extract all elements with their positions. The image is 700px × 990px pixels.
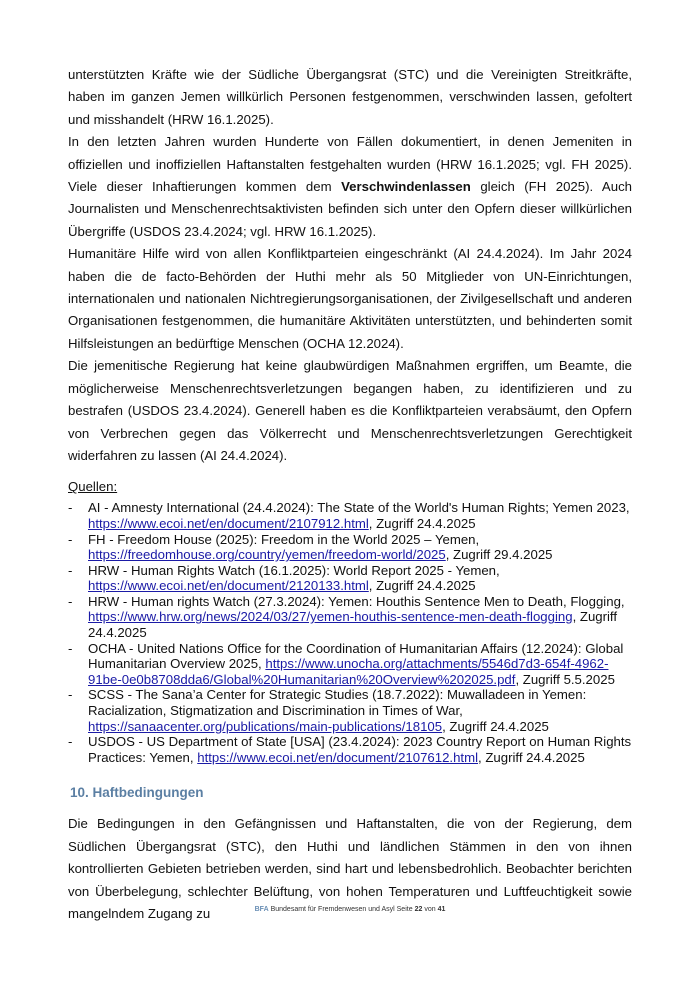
paragraph-text: gleich (FH 2025). Auch Journalisten und Menschenrechtsaktivisten befinden sich unter den Opfern dieser willkürlichen Übergriffe (USDOS 23.4.2024; vgl. HRW 16.1.2025).: [68, 179, 632, 239]
source-link[interactable]: https://www.ecoi.net/en/document/2107912.html: [88, 515, 369, 531]
list-dash: -: [68, 734, 73, 750]
source-text: OCHA - United Nations Office for the Coordination of Humanitarian Affairs (12.2024): Global Humanitarian Overview 2025,: [88, 640, 624, 672]
bold-term: Verschwindenlassen: [341, 179, 471, 195]
source-link[interactable]: https://www.ecoi.net/en/document/2120133.html: [88, 578, 369, 594]
source-text: HRW - Human rights Watch (27.3.2024): Yemen: Houthis Sentence Men to Death, Flogging,: [88, 593, 625, 609]
source-access-date: , Zugriff 24.4.2025: [442, 718, 549, 734]
document-page: [68, 64, 632, 925]
source-text: FH - Freedom House (2025): Freedom in the World 2025 – Yemen,: [88, 531, 480, 547]
source-link[interactable]: https://freedomhouse.org/country/yemen/freedom-world/2025: [88, 547, 446, 563]
source-access-date: , Zugriff 5.5.2025: [515, 671, 615, 687]
section-heading: 10. Haftbedingungen: [70, 785, 204, 801]
source-link[interactable]: https://www.ecoi.net/en/document/2107612.html: [197, 749, 479, 765]
source-link[interactable]: https://www.unocha.org/attachments/5546d7d3-654f-4962-91be-0e0b8708dda6/Global%20Humanitarian%20Overview%202025.pdf: [88, 656, 609, 687]
source-item: [68, 687, 632, 734]
list-dash: -: [68, 687, 73, 703]
paragraph: unterstützten Kräfte wie der Südliche Übergangsrat (STC) und die Vereinigten Streitkräfte, haben im ganzen Jemen willkürlich Personen festgenommen, verschwinden lassen, gefoltert und misshandelt (HRW 16.1.2025).: [68, 67, 632, 127]
source-item: [68, 563, 632, 594]
section-paragraph: Die Bedingungen in den Gefängnissen und Haftanstalten, die von der Regierung, dem Südlichen Übergangsrat (STC), den Huthi und ländlichen Stämmen in den von ihnen kontrollierten Gebieten betrieben werden, sind hart und lebensbedrohlich. Beobachter berichten von Überbelegung, schlechter Belüftung, von hohen Temperaturen und Luftfeuchtigkeit sowie mangelndem Zugang zu: [68, 816, 632, 922]
list-dash: -: [68, 500, 73, 516]
source-text: HRW - Human Rights Watch (16.1.2025): World Report 2025 - Yemen,: [88, 562, 500, 578]
source-access-date: , Zugriff 29.4.2025: [445, 547, 553, 563]
source-access-date: , Zugriff 24.4.2025: [368, 578, 476, 594]
source-access-date: , Zugriff 24.4.2025: [88, 609, 618, 641]
source-item: [68, 532, 632, 563]
source-item: [68, 641, 632, 688]
paragraph: [68, 131, 632, 243]
source-access-date: , Zugriff 24.4.2025: [478, 749, 585, 765]
list-dash: -: [68, 640, 73, 656]
sources-label: Quellen:: [68, 479, 118, 495]
list-dash: -: [68, 531, 73, 547]
paragraph-text: In den letzten Jahren wurden Hunderte von Fällen dokumentiert, in denen Jemeniten in offiziellen und inoffiziellen Haftanstalten festgehalten wurden (HRW 16.1.2025; vgl. FH 2025). Viele dieser Inhaftierungen kommen dem: [68, 134, 632, 195]
source-text: USDOS - US Department of State [USA] (23.4.2024): 2023 Country Report on Human Rights Practices: Yemen,: [88, 734, 632, 765]
bfa-logo: BFA: [254, 906, 269, 913]
source-text: SCSS - The Sana’a Center for Strategic Studies (18.7.2022): Muwalladeen in Yemen: Racialization, Stigmatization and Discrimination in Times of War,: [88, 687, 587, 719]
paragraph: Humanitäre Hilfe wird von allen Konfliktparteien eingeschränkt (AI 24.4.2024). Im Jahr 2024 haben die de facto-Behörden der Huthi mehr als 50 Mitglieder von UN-Einrichtungen, internationalen und nationalen Nichtregierungsorganisationen, der Zivilgesellschaft und anderen Organisationen festgenommen, die humanitäre Aktivitäten unterstützten, und behinderten somit Hilfsleistungen an bedürftige Menschen (OCHA 12.2024).: [68, 246, 632, 351]
list-dash: -: [68, 562, 73, 578]
source-link[interactable]: https://www.hrw.org/news/2024/03/27/yemen-houthis-sentence-men-death-flogging: [88, 609, 573, 625]
footer-text: Bundesamt für Fremdenwesen und Asyl Seite: [270, 906, 413, 913]
source-item: [68, 594, 632, 641]
page-footer: [0, 906, 700, 913]
page-total: 41: [437, 906, 446, 913]
source-access-date: , Zugriff 24.4.2025: [368, 515, 476, 531]
source-link[interactable]: https://sanaacenter.org/publications/main-publications/18105: [88, 718, 443, 734]
source-text: AI - Amnesty International (24.4.2024): The State of the World's Human Rights; Yemen 2023,: [88, 500, 630, 516]
source-item: [68, 734, 632, 765]
list-dash: -: [68, 593, 73, 609]
page-number: 22: [414, 906, 423, 913]
footer-of: von: [424, 906, 436, 913]
paragraph: Die jemenitische Regierung hat keine glaubwürdigen Maßnahmen ergriffen, um Beamte, die möglicherweise Menschenrechtsverletzungen begangen haben, zu identifizieren und zu bestrafen (USDOS 23.4.2024). Generell haben es die Konfliktparteien verabsäumt, den Opfern von Verbrechen gegen das Völkerrecht und Menschenrechtsverletzungen Gerechtigkeit widerfahren zu lassen (AI 24.4.2024).: [68, 358, 632, 463]
sources-list: [68, 500, 632, 765]
source-item: [68, 500, 632, 531]
